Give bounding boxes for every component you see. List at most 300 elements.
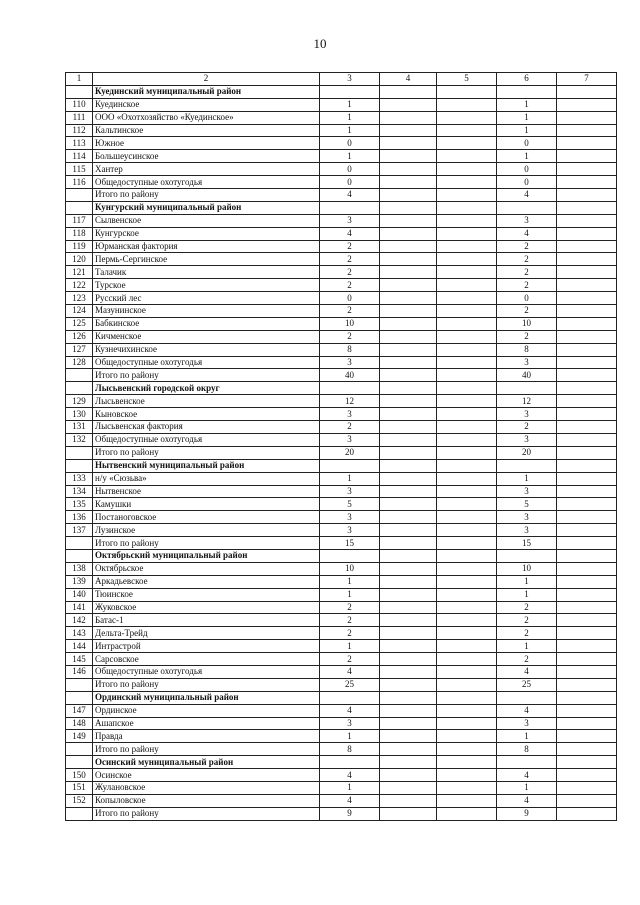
empty-cell <box>380 691 437 704</box>
empty-cell <box>437 601 497 614</box>
col3-value: 3 <box>320 511 380 524</box>
col6-value: 1 <box>497 781 557 794</box>
table-row <box>66 524 617 537</box>
row-number: 147 <box>66 704 93 717</box>
col3-value: 2 <box>320 421 380 434</box>
empty-cell <box>437 395 497 408</box>
col6-value: 15 <box>497 537 557 550</box>
row-number <box>66 189 93 202</box>
empty-cell <box>557 382 617 395</box>
empty-cell <box>380 665 437 678</box>
row-number: 130 <box>66 408 93 421</box>
row-number: 115 <box>66 163 93 176</box>
section-title: Куединский муниципальный район <box>93 85 320 98</box>
row-name: Дельта-Трейд <box>93 627 320 640</box>
row-number: 141 <box>66 601 93 614</box>
table-row <box>66 421 617 434</box>
col3-value: 1 <box>320 781 380 794</box>
row-number: 118 <box>66 227 93 240</box>
empty-cell <box>380 266 437 279</box>
col6-value: 2 <box>497 421 557 434</box>
empty-cell <box>437 756 497 769</box>
empty-cell <box>320 382 380 395</box>
table-row <box>66 769 617 782</box>
col3-value: 2 <box>320 305 380 318</box>
col6-value: 1 <box>497 472 557 485</box>
section-title: Октябрьский муниципальный район <box>93 549 320 562</box>
empty-cell <box>437 137 497 150</box>
col3-value: 2 <box>320 266 380 279</box>
empty-cell <box>437 343 497 356</box>
empty-cell <box>380 227 437 240</box>
empty-cell <box>380 704 437 717</box>
col3-value: 10 <box>320 562 380 575</box>
empty-cell <box>66 201 93 214</box>
row-name: Итого по району <box>93 537 320 550</box>
row-name: Пермь-Сергинское <box>93 253 320 266</box>
row-name: Сарсовское <box>93 653 320 666</box>
col3-value: 1 <box>320 472 380 485</box>
empty-cell <box>557 356 617 369</box>
empty-cell <box>557 743 617 756</box>
empty-cell <box>380 330 437 343</box>
header-cell: 6 <box>497 73 557 86</box>
empty-cell <box>437 317 497 330</box>
empty-cell <box>380 176 437 189</box>
empty-cell <box>437 382 497 395</box>
row-name: Интрастрой <box>93 640 320 653</box>
col6-value: 1 <box>497 150 557 163</box>
empty-cell <box>557 562 617 575</box>
col3-value: 10 <box>320 317 380 330</box>
row-name: Ашапское <box>93 717 320 730</box>
row-number: 138 <box>66 562 93 575</box>
empty-cell <box>380 137 437 150</box>
col3-value: 5 <box>320 498 380 511</box>
empty-cell <box>320 756 380 769</box>
empty-cell <box>557 330 617 343</box>
section-title: Ординский муниципальный район <box>93 691 320 704</box>
empty-cell <box>557 588 617 601</box>
empty-cell <box>557 730 617 743</box>
row-number: 125 <box>66 317 93 330</box>
table-row <box>66 498 617 511</box>
col6-value: 9 <box>497 807 557 820</box>
empty-cell <box>380 98 437 111</box>
empty-cell <box>437 807 497 820</box>
table-row <box>66 356 617 369</box>
empty-cell <box>557 305 617 318</box>
table-row <box>66 614 617 627</box>
col6-value: 3 <box>497 717 557 730</box>
empty-cell <box>437 575 497 588</box>
empty-cell <box>437 781 497 794</box>
empty-cell <box>437 176 497 189</box>
empty-cell <box>557 627 617 640</box>
row-name: Итого по району <box>93 807 320 820</box>
empty-cell <box>557 433 617 446</box>
col6-value: 3 <box>497 511 557 524</box>
row-name: Итого по району <box>93 446 320 459</box>
row-name: Копыловское <box>93 794 320 807</box>
col6-value: 8 <box>497 743 557 756</box>
empty-cell <box>380 85 437 98</box>
row-number: 146 <box>66 665 93 678</box>
row-number: 116 <box>66 176 93 189</box>
empty-cell <box>437 279 497 292</box>
col6-value: 0 <box>497 292 557 305</box>
col3-value: 1 <box>320 588 380 601</box>
col3-value: 3 <box>320 433 380 446</box>
col6-value: 5 <box>497 498 557 511</box>
empty-cell <box>557 769 617 782</box>
empty-cell <box>380 756 437 769</box>
data-table <box>65 72 617 821</box>
empty-cell <box>557 575 617 588</box>
total-row <box>66 189 617 202</box>
table-row <box>66 137 617 150</box>
row-number <box>66 807 93 820</box>
empty-cell <box>66 85 93 98</box>
empty-cell <box>380 575 437 588</box>
row-number: 123 <box>66 292 93 305</box>
empty-cell <box>557 653 617 666</box>
col3-value: 3 <box>320 214 380 227</box>
empty-cell <box>380 794 437 807</box>
col3-value: 4 <box>320 227 380 240</box>
row-name: Кичменское <box>93 330 320 343</box>
table-row <box>66 124 617 137</box>
empty-cell <box>557 717 617 730</box>
row-number: 111 <box>66 111 93 124</box>
col6-value: 3 <box>497 433 557 446</box>
empty-cell <box>320 85 380 98</box>
empty-cell <box>380 189 437 202</box>
col3-value: 3 <box>320 408 380 421</box>
table-row <box>66 305 617 318</box>
row-name: Осинское <box>93 769 320 782</box>
empty-cell <box>66 382 93 395</box>
row-name: Турское <box>93 279 320 292</box>
col6-value: 2 <box>497 279 557 292</box>
empty-cell <box>557 163 617 176</box>
col6-value: 25 <box>497 678 557 691</box>
table-row <box>66 395 617 408</box>
empty-cell <box>437 614 497 627</box>
empty-cell <box>437 266 497 279</box>
col6-value: 1 <box>497 588 557 601</box>
empty-cell <box>557 756 617 769</box>
row-number: 112 <box>66 124 93 137</box>
row-number <box>66 369 93 382</box>
empty-cell <box>380 382 437 395</box>
section-title: Лысьвенский городской округ <box>93 382 320 395</box>
row-name: Хантер <box>93 163 320 176</box>
col3-value: 9 <box>320 807 380 820</box>
empty-cell <box>497 691 557 704</box>
empty-cell <box>557 85 617 98</box>
empty-cell <box>380 485 437 498</box>
empty-cell <box>437 704 497 717</box>
section-header-row <box>66 85 617 98</box>
row-name: Юрманская фактория <box>93 240 320 253</box>
col6-value: 10 <box>497 317 557 330</box>
empty-cell <box>380 421 437 434</box>
empty-cell <box>380 459 437 472</box>
empty-cell <box>557 537 617 550</box>
empty-cell <box>380 343 437 356</box>
row-number: 121 <box>66 266 93 279</box>
header-cell: 3 <box>320 73 380 86</box>
empty-cell <box>437 472 497 485</box>
empty-cell <box>557 317 617 330</box>
empty-cell <box>66 459 93 472</box>
col6-value: 2 <box>497 253 557 266</box>
row-name: Камушки <box>93 498 320 511</box>
col3-value: 2 <box>320 601 380 614</box>
empty-cell <box>557 266 617 279</box>
empty-cell <box>557 98 617 111</box>
empty-cell <box>380 627 437 640</box>
empty-cell <box>437 240 497 253</box>
empty-cell <box>437 485 497 498</box>
header-row <box>66 73 617 86</box>
row-name: Постаноговское <box>93 511 320 524</box>
col3-value: 2 <box>320 253 380 266</box>
col3-value: 2 <box>320 240 380 253</box>
col6-value: 2 <box>497 330 557 343</box>
table-row <box>66 575 617 588</box>
empty-cell <box>66 549 93 562</box>
empty-cell <box>557 214 617 227</box>
empty-cell <box>557 485 617 498</box>
row-name: Жуковское <box>93 601 320 614</box>
col3-value: 15 <box>320 537 380 550</box>
section-header-row <box>66 691 617 704</box>
col6-value: 2 <box>497 601 557 614</box>
row-name: Тюинское <box>93 588 320 601</box>
col6-value: 20 <box>497 446 557 459</box>
empty-cell <box>380 717 437 730</box>
empty-cell <box>557 227 617 240</box>
col3-value: 4 <box>320 665 380 678</box>
empty-cell <box>437 717 497 730</box>
col3-value: 25 <box>320 678 380 691</box>
empty-cell <box>380 150 437 163</box>
table-row <box>66 150 617 163</box>
col3-value: 1 <box>320 150 380 163</box>
empty-cell <box>66 756 93 769</box>
table-row <box>66 640 617 653</box>
row-name: Общедоступные охотугодья <box>93 176 320 189</box>
empty-cell <box>380 524 437 537</box>
empty-cell <box>380 124 437 137</box>
col6-value: 0 <box>497 176 557 189</box>
row-number: 120 <box>66 253 93 266</box>
total-row <box>66 446 617 459</box>
empty-cell <box>557 176 617 189</box>
empty-cell <box>437 627 497 640</box>
col3-value: 4 <box>320 189 380 202</box>
col6-value: 1 <box>497 98 557 111</box>
empty-cell <box>437 665 497 678</box>
empty-cell <box>380 111 437 124</box>
section-header-row <box>66 549 617 562</box>
table-row <box>66 227 617 240</box>
table-row <box>66 562 617 575</box>
row-number: 124 <box>66 305 93 318</box>
empty-cell <box>557 704 617 717</box>
col3-value: 3 <box>320 356 380 369</box>
row-name: Лысьвенское <box>93 395 320 408</box>
row-number: 137 <box>66 524 93 537</box>
empty-cell <box>557 292 617 305</box>
col3-value: 0 <box>320 176 380 189</box>
empty-cell <box>497 85 557 98</box>
empty-cell <box>437 253 497 266</box>
empty-cell <box>380 279 437 292</box>
header-cell: 1 <box>66 73 93 86</box>
row-name: Жулановское <box>93 781 320 794</box>
col6-value: 12 <box>497 395 557 408</box>
total-row <box>66 678 617 691</box>
empty-cell <box>437 433 497 446</box>
row-number: 131 <box>66 421 93 434</box>
empty-cell <box>557 369 617 382</box>
empty-cell <box>380 214 437 227</box>
row-name: Лузинское <box>93 524 320 537</box>
empty-cell <box>497 382 557 395</box>
col3-value: 3 <box>320 717 380 730</box>
empty-cell <box>380 163 437 176</box>
empty-cell <box>557 446 617 459</box>
col3-value: 8 <box>320 343 380 356</box>
empty-cell <box>437 511 497 524</box>
empty-cell <box>557 111 617 124</box>
empty-cell <box>437 189 497 202</box>
table-row <box>66 343 617 356</box>
row-name: Большеусинское <box>93 150 320 163</box>
col6-value: 4 <box>497 704 557 717</box>
empty-cell <box>497 756 557 769</box>
row-name: Правда <box>93 730 320 743</box>
empty-cell <box>380 253 437 266</box>
table-row <box>66 279 617 292</box>
row-number <box>66 743 93 756</box>
empty-cell <box>557 511 617 524</box>
col6-value: 2 <box>497 240 557 253</box>
empty-cell <box>380 317 437 330</box>
row-number: 144 <box>66 640 93 653</box>
empty-cell <box>437 743 497 756</box>
table-row <box>66 266 617 279</box>
empty-cell <box>557 395 617 408</box>
empty-cell <box>557 781 617 794</box>
table-row <box>66 176 617 189</box>
col6-value: 40 <box>497 369 557 382</box>
section-header-row <box>66 756 617 769</box>
empty-cell <box>557 124 617 137</box>
empty-cell <box>380 305 437 318</box>
empty-cell <box>380 356 437 369</box>
empty-cell <box>437 292 497 305</box>
table-row <box>66 781 617 794</box>
table-row <box>66 163 617 176</box>
col6-value: 4 <box>497 665 557 678</box>
col6-value: 2 <box>497 614 557 627</box>
empty-cell <box>557 150 617 163</box>
empty-cell <box>437 524 497 537</box>
empty-cell <box>380 653 437 666</box>
empty-cell <box>437 214 497 227</box>
section-title: Нытвенский муниципальный район <box>93 459 320 472</box>
empty-cell <box>380 769 437 782</box>
row-number <box>66 446 93 459</box>
empty-cell <box>557 498 617 511</box>
empty-cell <box>437 549 497 562</box>
row-number: 151 <box>66 781 93 794</box>
empty-cell <box>557 408 617 421</box>
col6-value: 0 <box>497 163 557 176</box>
table-row <box>66 292 617 305</box>
table-row <box>66 253 617 266</box>
table-row <box>66 472 617 485</box>
row-name: Ординское <box>93 704 320 717</box>
empty-cell <box>497 201 557 214</box>
row-number: 136 <box>66 511 93 524</box>
table-row <box>66 794 617 807</box>
col6-value: 2 <box>497 266 557 279</box>
empty-cell <box>557 189 617 202</box>
row-number: 127 <box>66 343 93 356</box>
empty-cell <box>437 330 497 343</box>
row-name: Бабкинское <box>93 317 320 330</box>
section-header-row <box>66 201 617 214</box>
table-row <box>66 627 617 640</box>
empty-cell <box>380 292 437 305</box>
col3-value: 0 <box>320 292 380 305</box>
col6-value: 4 <box>497 189 557 202</box>
col3-value: 8 <box>320 743 380 756</box>
row-number: 110 <box>66 98 93 111</box>
empty-cell <box>380 730 437 743</box>
empty-cell <box>497 549 557 562</box>
empty-cell <box>437 408 497 421</box>
col3-value: 2 <box>320 653 380 666</box>
col6-value: 2 <box>497 653 557 666</box>
page-number: 10 <box>313 36 327 51</box>
empty-cell <box>437 537 497 550</box>
row-name: Мазунинское <box>93 305 320 318</box>
empty-cell <box>380 537 437 550</box>
row-name: Нытвенское <box>93 485 320 498</box>
col3-value: 3 <box>320 485 380 498</box>
empty-cell <box>437 356 497 369</box>
empty-cell <box>557 253 617 266</box>
col3-value: 20 <box>320 446 380 459</box>
col6-value: 4 <box>497 227 557 240</box>
row-name: Кыновское <box>93 408 320 421</box>
col6-value: 3 <box>497 356 557 369</box>
empty-cell <box>557 807 617 820</box>
row-name: Кузнечихинское <box>93 343 320 356</box>
empty-cell <box>557 549 617 562</box>
empty-cell <box>66 691 93 704</box>
empty-cell <box>437 446 497 459</box>
row-name: Талачик <box>93 266 320 279</box>
empty-cell <box>437 150 497 163</box>
empty-cell <box>557 137 617 150</box>
